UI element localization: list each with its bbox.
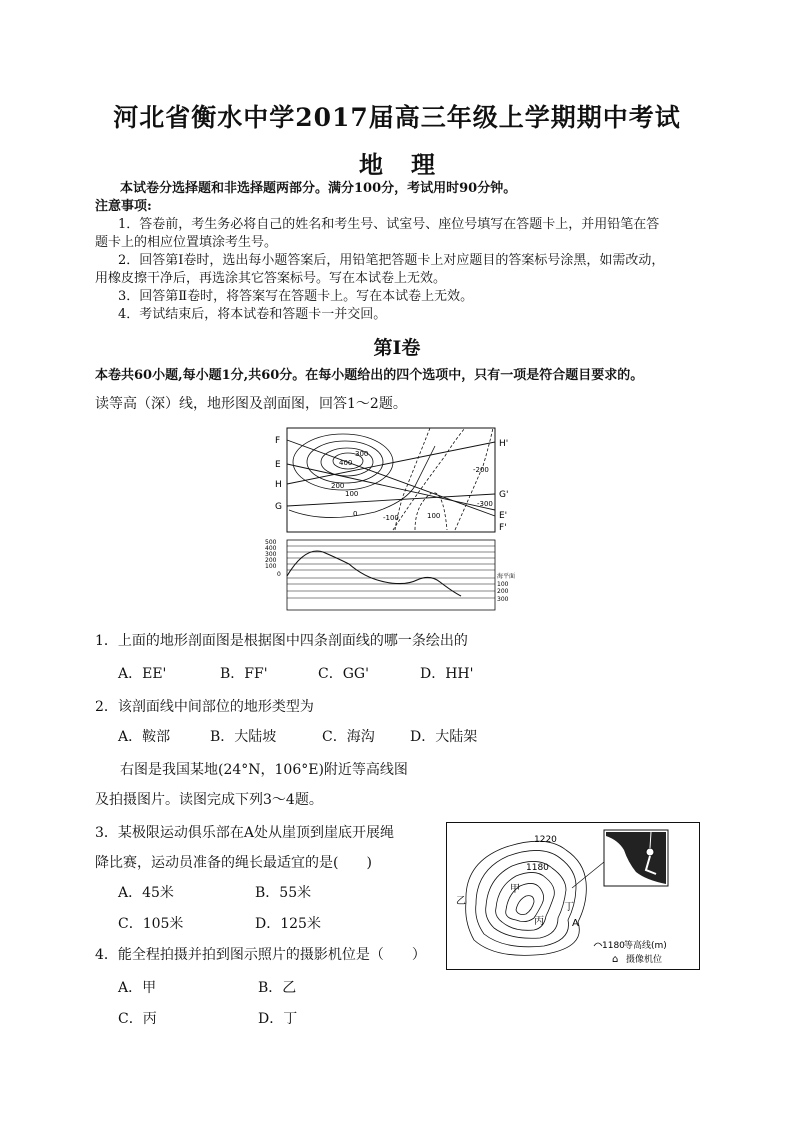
left-label-e: E <box>275 460 281 470</box>
sea-level-label: 海平面 <box>497 573 516 580</box>
label-1220: 1220 <box>534 835 557 845</box>
question-4-stem: 4．能全程拍摄并拍到图示照片的摄影机位是（ ） <box>95 947 426 963</box>
left-label-h: H <box>275 480 282 490</box>
label-bing: 丙 <box>534 916 544 927</box>
intro-q3-4-line-2: 及拍摄图片。读图完成下列3～4题。 <box>95 792 323 808</box>
right-label-g: G' <box>499 490 509 500</box>
contour-label-100-b: 100 <box>427 512 441 520</box>
section-heading: 第Ⅰ卷 <box>373 337 421 359</box>
q4-option-a[interactable]: A．甲 <box>118 980 157 996</box>
contour-label-minus-200: -200 <box>473 466 489 474</box>
profile-chart <box>265 539 515 610</box>
section-rule: 本卷共60小题,每小题1分,共60分。在每小题给出的四个选项中，只有一项是符合题目要求的。 <box>95 368 644 383</box>
right-label-e: E' <box>499 511 508 521</box>
depth-200: 200 <box>497 588 509 595</box>
contour-map <box>275 428 508 533</box>
photo-inset <box>604 830 668 886</box>
contour-label-minus-300: -300 <box>477 500 493 508</box>
contour-label-400: 400 <box>339 459 353 467</box>
q3-option-b[interactable]: B．55米 <box>255 885 312 901</box>
q3-option-d[interactable]: D．125米 <box>255 916 321 932</box>
q2-option-b[interactable]: B．大陆坡 <box>210 729 277 745</box>
label-jia: 甲 <box>510 884 520 895</box>
question-3-stem-line-2: 降比赛，运动员准备的绳长最适宜的是( ) <box>95 855 372 871</box>
contour-label-100: 100 <box>345 490 359 498</box>
contour-label-300: 300 <box>355 450 369 458</box>
intro-q1-2: 读等高（深）线，地形图及剖面图，回答1～2题。 <box>95 396 407 412</box>
tick-100: 100 <box>265 563 277 570</box>
right-label-f: F' <box>499 523 507 533</box>
left-label-g: G <box>275 502 282 512</box>
legend-contour-value: 1180 <box>602 941 625 951</box>
depth-300: 300 <box>497 596 509 603</box>
right-label-h: H' <box>499 439 509 449</box>
notice-item-2-line-1: 2．回答第Ⅰ卷时，选出每小题答案后，用铅笔把答题卡上对应题目的答案标号涂黑，如需改动， <box>118 253 665 268</box>
instructions-intro: 本试卷分选择题和非选择题两部分。满分100分，考试用时90分钟。 <box>120 181 517 196</box>
subject-title <box>0 145 794 180</box>
question-2-stem: 2．该剖面线中间部位的地形类型为 <box>95 699 314 715</box>
label-1180: 1180 <box>526 863 549 873</box>
notice-item-1-line-1: 1．答卷前，考生务必将自己的姓名和考生号、试室号、座位号填写在答题卡上，并用铅笔在答 <box>118 217 660 232</box>
q4-option-d[interactable]: D．丁 <box>258 1011 298 1027</box>
q3-option-a[interactable]: A．45米 <box>118 885 174 901</box>
q1-option-c[interactable]: C．GG' <box>318 666 369 682</box>
tick-400: 400 <box>265 545 277 552</box>
contour-label-0: 0 <box>353 510 358 518</box>
camera-icon: ⌂ <box>612 954 619 965</box>
contour-label-minus-100: -100 <box>383 514 399 522</box>
q4-option-b[interactable]: B．乙 <box>258 980 297 996</box>
subject-char-1: 地 <box>359 150 383 179</box>
tick-500: 500 <box>265 539 277 546</box>
tick-200: 200 <box>265 557 277 564</box>
question-1-stem: 1．上面的地形剖面图是根据图中四条剖面线的哪一条绘出的 <box>95 633 468 649</box>
question-3-stem-line-1: 3．某极限运动俱乐部在A处从崖顶到崖底开展绳 <box>95 825 395 841</box>
notice-item-1-line-2: 题卡上的相应位置填涂考生号。 <box>95 235 278 250</box>
left-label-f: F <box>275 436 281 446</box>
label-a: A <box>572 918 579 929</box>
legend-camera-text: 摄像机位 <box>626 955 663 965</box>
tick-300: 300 <box>265 551 277 558</box>
q1-option-b[interactable]: B．FF' <box>220 666 268 682</box>
legend-contour-text: 等高线(m) <box>624 941 667 951</box>
notice-item-4: 4．考试结束后，将本试卷和答题卡一并交回。 <box>118 307 387 322</box>
notice-item-3: 3．回答第Ⅱ卷时，将答案写在答题卡上。写在本试卷上无效。 <box>118 289 474 304</box>
q2-option-d[interactable]: D．大陆架 <box>410 729 478 745</box>
q2-option-a[interactable]: A．鞍部 <box>118 729 171 745</box>
label-ding: 丁 <box>564 902 574 913</box>
contour-label-200: 200 <box>331 482 345 490</box>
notice-label: 注意事项: <box>95 199 152 214</box>
label-yi: 乙 <box>456 896 466 907</box>
exam-title: 河北省衡水中学2017届高三年级上学期期中考试 <box>113 103 681 132</box>
figure-contour-photo <box>446 822 700 970</box>
q1-option-a[interactable]: A．EE' <box>118 666 167 682</box>
depth-100: 100 <box>497 581 509 588</box>
q3-option-c[interactable]: C．105米 <box>118 916 184 932</box>
q1-option-d[interactable]: D．HH' <box>420 666 474 682</box>
subject-char-2: 理 <box>411 150 435 179</box>
intro-q3-4-line-1: 右图是我国某地(24°N，106°E)附近等高线图 <box>120 762 408 778</box>
figure-contour-profile <box>265 426 525 616</box>
q4-option-c[interactable]: C．丙 <box>118 1011 157 1027</box>
q2-option-c[interactable]: C．海沟 <box>322 729 375 745</box>
notice-item-2-line-2: 用橡皮擦干净后，再选涂其它答案标号。写在本试卷上无效。 <box>95 271 447 286</box>
tick-0: 0 <box>277 571 281 578</box>
